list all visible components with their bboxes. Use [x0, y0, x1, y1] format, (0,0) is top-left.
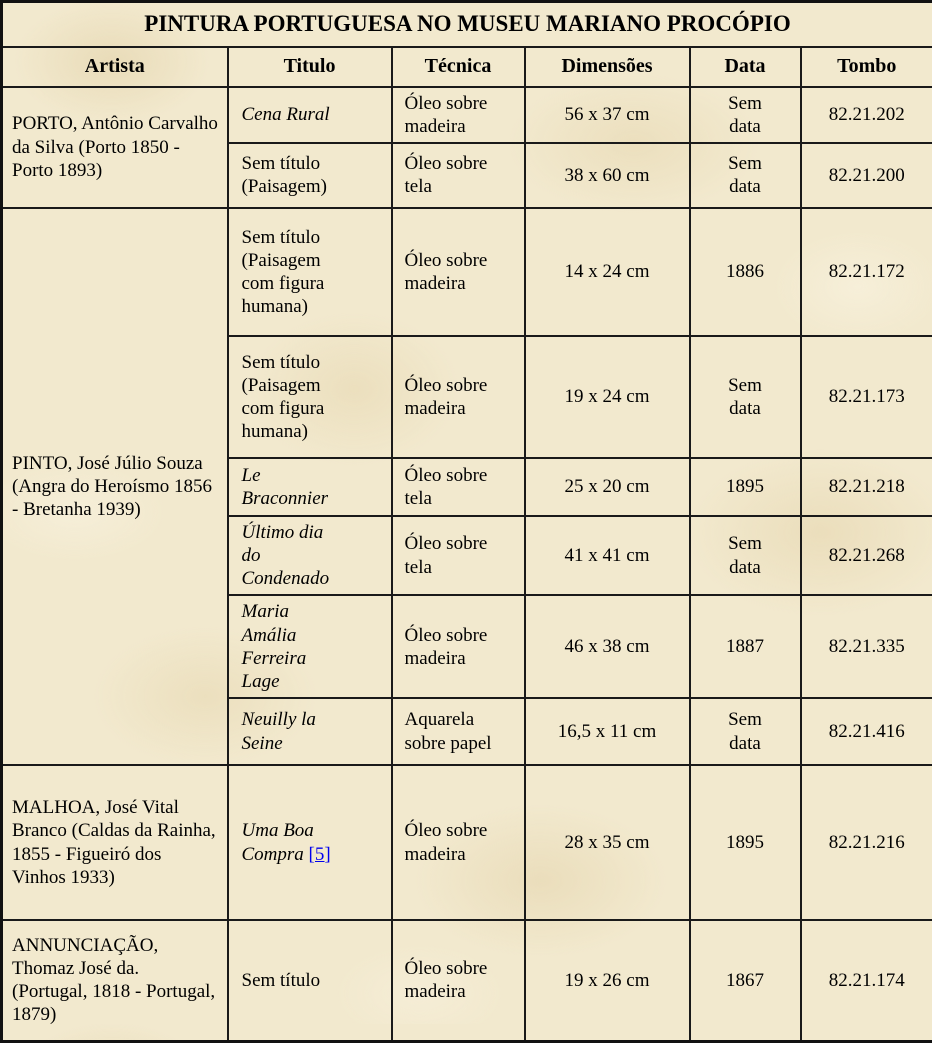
tombo-cell: 82.21.416	[801, 698, 932, 765]
column-header-tombo: Tombo	[801, 47, 932, 87]
tombo-cell: 82.21.174	[801, 920, 932, 1041]
date-cell: 1886	[690, 208, 801, 336]
dimensions-cell: 14 x 24 cm	[525, 208, 690, 336]
date-cell: Sem data	[690, 143, 801, 208]
date-cell: 1887	[690, 595, 801, 698]
work-title: Sem título (Paisagem)	[242, 153, 327, 197]
dimensions-cell: 28 x 35 cm	[525, 765, 690, 920]
technique-cell: Óleo sobre madeira	[392, 208, 525, 336]
column-header-artista: Artista	[2, 47, 228, 87]
tombo-cell: 82.21.335	[801, 595, 932, 698]
title-cell	[228, 336, 392, 458]
technique-cell: Óleo sobre tela	[392, 516, 525, 596]
table-row	[2, 765, 932, 920]
tombo-cell: 82.21.200	[801, 143, 932, 208]
tombo-cell: 82.21.216	[801, 765, 932, 920]
date-cell: 1867	[690, 920, 801, 1041]
title-cell	[228, 920, 392, 1041]
dimensions-cell: 46 x 38 cm	[525, 595, 690, 698]
dimensions-cell: 56 x 37 cm	[525, 87, 690, 143]
table-row	[2, 87, 932, 143]
work-title: Sem título	[242, 970, 321, 991]
tombo-cell: 82.21.172	[801, 208, 932, 336]
work-title: Sem título (Paisagem com figura humana)	[242, 352, 325, 443]
technique-cell: Óleo sobre madeira	[392, 336, 525, 458]
table-body	[2, 87, 932, 1042]
column-header-data: Data	[690, 47, 801, 87]
tombo-cell: 82.21.218	[801, 458, 932, 516]
artist-cell: PINTO, José Júlio Souza (Angra do Heroísmo 1856 - Bretanha 1939)	[2, 208, 228, 765]
title-cell	[228, 765, 392, 920]
dimensions-cell: 19 x 24 cm	[525, 336, 690, 458]
column-header-dimensoes: Dimensões	[525, 47, 690, 87]
technique-cell: Óleo sobre madeira	[392, 765, 525, 920]
tombo-cell: 82.21.202	[801, 87, 932, 143]
technique-cell: Óleo sobre madeira	[392, 87, 525, 143]
title-cell	[228, 208, 392, 336]
dimensions-cell: 16,5 x 11 cm	[525, 698, 690, 765]
date-cell: 1895	[690, 765, 801, 920]
artist-cell: MALHOA, José Vital Branco (Caldas da Rainha, 1855 - Figueiró dos Vinhos 1933)	[2, 765, 228, 920]
column-header-titulo: Titulo	[228, 47, 392, 87]
artist-cell: ANNUNCIAÇÃO, Thomaz José da. (Portugal, 1818 - Portugal, 1879)	[2, 920, 228, 1041]
title-cell	[228, 458, 392, 516]
title-cell	[228, 516, 392, 596]
work-title: Cena Rural	[242, 104, 330, 125]
table-title: PINTURA PORTUGUESA NO MUSEU MARIANO PROCÓPIO	[2, 2, 932, 47]
table-row	[2, 208, 932, 336]
date-cell: Sem data	[690, 87, 801, 143]
dimensions-cell: 38 x 60 cm	[525, 143, 690, 208]
table-header-row	[2, 47, 932, 87]
technique-cell: Óleo sobre tela	[392, 458, 525, 516]
date-cell: 1895	[690, 458, 801, 516]
work-title: Le Braconnier	[242, 465, 329, 509]
title-cell	[228, 595, 392, 698]
work-title: Neuilly la Seine	[242, 709, 316, 753]
work-title: Último dia do Condenado	[242, 522, 330, 589]
work-title: Sem título (Paisagem com figura humana)	[242, 227, 325, 318]
technique-cell: Óleo sobre tela	[392, 143, 525, 208]
dimensions-cell: 19 x 26 cm	[525, 920, 690, 1041]
technique-cell: Aquarela sobre papel	[392, 698, 525, 765]
tombo-cell: 82.21.268	[801, 516, 932, 596]
date-cell: Sem data	[690, 336, 801, 458]
date-cell: Sem data	[690, 516, 801, 596]
title-cell	[228, 698, 392, 765]
work-title: Uma Boa Compra	[242, 820, 314, 864]
table-row	[2, 920, 932, 1041]
table-title-row	[2, 2, 932, 47]
artist-cell: PORTO, Antônio Carvalho da Silva (Porto 1850 - Porto 1893)	[2, 87, 228, 208]
footnote-link[interactable]: [5]	[309, 844, 331, 865]
title-cell	[228, 87, 392, 143]
dimensions-cell: 25 x 20 cm	[525, 458, 690, 516]
technique-cell: Óleo sobre madeira	[392, 920, 525, 1041]
tombo-cell: 82.21.173	[801, 336, 932, 458]
date-cell: Sem data	[690, 698, 801, 765]
work-title: Maria Amália Ferreira Lage	[242, 601, 307, 692]
title-cell	[228, 143, 392, 208]
technique-cell: Óleo sobre madeira	[392, 595, 525, 698]
column-header-tecnica: Técnica	[392, 47, 525, 87]
dimensions-cell: 41 x 41 cm	[525, 516, 690, 596]
